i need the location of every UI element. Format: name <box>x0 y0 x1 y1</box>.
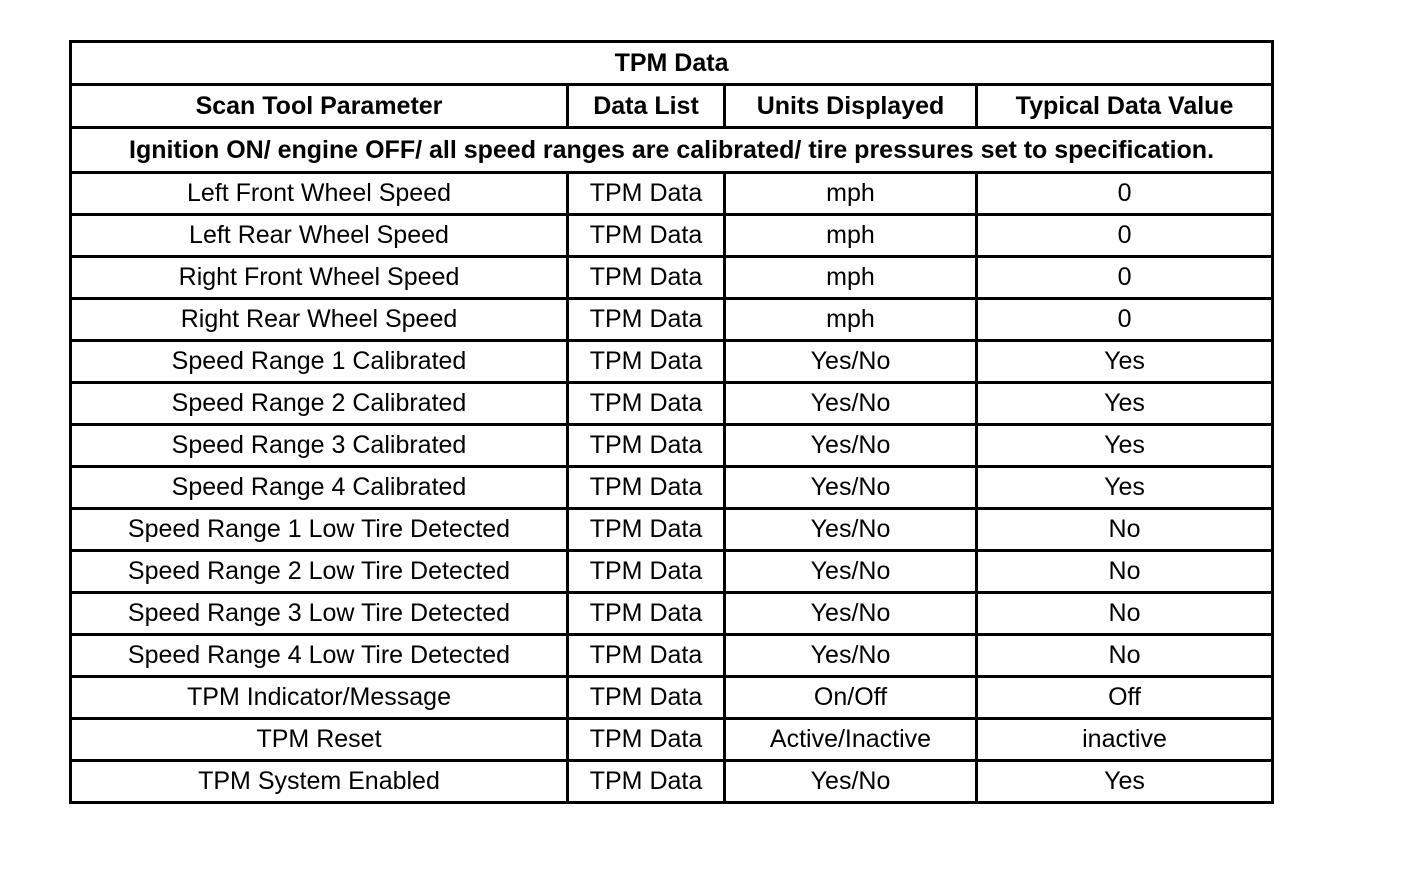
cell-scan-tool-parameter: Right Rear Wheel Speed <box>71 299 568 341</box>
cell-units-displayed: Yes/No <box>725 467 977 509</box>
header-data-list: Data List <box>568 85 725 128</box>
cell-typical-data-value: No <box>977 635 1273 677</box>
table-row <box>71 593 1273 635</box>
table-row <box>71 257 1273 299</box>
table-body <box>71 128 1273 803</box>
cell-units-displayed: mph <box>725 299 977 341</box>
cell-typical-data-value: Off <box>977 677 1273 719</box>
table-row <box>71 215 1273 257</box>
cell-data-list: TPM Data <box>568 677 725 719</box>
condition-row <box>71 128 1273 173</box>
cell-typical-data-value: Yes <box>977 467 1273 509</box>
cell-scan-tool-parameter: Speed Range 1 Calibrated <box>71 341 568 383</box>
cell-typical-data-value: Yes <box>977 341 1273 383</box>
condition-text: Ignition ON/ engine OFF/ all speed ranges are calibrated/ tire pressures set to specification. <box>71 128 1273 173</box>
cell-typical-data-value: 0 <box>977 299 1273 341</box>
cell-units-displayed: mph <box>725 173 977 215</box>
cell-typical-data-value: Yes <box>977 425 1273 467</box>
table-row <box>71 551 1273 593</box>
cell-typical-data-value: 0 <box>977 215 1273 257</box>
cell-data-list: TPM Data <box>568 299 725 341</box>
cell-typical-data-value: Yes <box>977 383 1273 425</box>
cell-data-list: TPM Data <box>568 509 725 551</box>
cell-typical-data-value: No <box>977 509 1273 551</box>
table-row <box>71 173 1273 215</box>
cell-data-list: TPM Data <box>568 341 725 383</box>
cell-data-list: TPM Data <box>568 215 725 257</box>
table-row <box>71 341 1273 383</box>
table-row <box>71 425 1273 467</box>
cell-scan-tool-parameter: Speed Range 3 Calibrated <box>71 425 568 467</box>
cell-scan-tool-parameter: TPM Indicator/Message <box>71 677 568 719</box>
cell-data-list: TPM Data <box>568 719 725 761</box>
cell-units-displayed: Yes/No <box>725 551 977 593</box>
cell-scan-tool-parameter: TPM Reset <box>71 719 568 761</box>
cell-scan-tool-parameter: Speed Range 4 Calibrated <box>71 467 568 509</box>
cell-data-list: TPM Data <box>568 467 725 509</box>
cell-scan-tool-parameter: Speed Range 2 Calibrated <box>71 383 568 425</box>
cell-units-displayed: Yes/No <box>725 425 977 467</box>
header-units-displayed: Units Displayed <box>725 85 977 128</box>
cell-units-displayed: mph <box>725 257 977 299</box>
cell-scan-tool-parameter: TPM System Enabled <box>71 761 568 803</box>
cell-typical-data-value: No <box>977 593 1273 635</box>
cell-units-displayed: Active/Inactive <box>725 719 977 761</box>
cell-data-list: TPM Data <box>568 635 725 677</box>
tpm-data-table <box>69 40 1274 804</box>
cell-scan-tool-parameter: Speed Range 3 Low Tire Detected <box>71 593 568 635</box>
cell-scan-tool-parameter: Left Front Wheel Speed <box>71 173 568 215</box>
cell-typical-data-value: 0 <box>977 257 1273 299</box>
cell-units-displayed: Yes/No <box>725 593 977 635</box>
table-header-row <box>71 85 1273 128</box>
cell-data-list: TPM Data <box>568 551 725 593</box>
table-row <box>71 761 1273 803</box>
cell-typical-data-value: No <box>977 551 1273 593</box>
cell-typical-data-value: inactive <box>977 719 1273 761</box>
table-row <box>71 467 1273 509</box>
cell-scan-tool-parameter: Speed Range 4 Low Tire Detected <box>71 635 568 677</box>
cell-scan-tool-parameter: Speed Range 2 Low Tire Detected <box>71 551 568 593</box>
cell-units-displayed: Yes/No <box>725 635 977 677</box>
table-row <box>71 635 1273 677</box>
table-title-row <box>71 42 1273 85</box>
cell-data-list: TPM Data <box>568 425 725 467</box>
table-row <box>71 509 1273 551</box>
cell-units-displayed: Yes/No <box>725 761 977 803</box>
table-title: TPM Data <box>71 42 1273 85</box>
cell-typical-data-value: 0 <box>977 173 1273 215</box>
cell-typical-data-value: Yes <box>977 761 1273 803</box>
table-row <box>71 719 1273 761</box>
cell-data-list: TPM Data <box>568 173 725 215</box>
cell-scan-tool-parameter: Right Front Wheel Speed <box>71 257 568 299</box>
cell-units-displayed: On/Off <box>725 677 977 719</box>
cell-scan-tool-parameter: Speed Range 1 Low Tire Detected <box>71 509 568 551</box>
cell-data-list: TPM Data <box>568 383 725 425</box>
cell-units-displayed: Yes/No <box>725 383 977 425</box>
cell-data-list: TPM Data <box>568 257 725 299</box>
header-typical-data-value: Typical Data Value <box>977 85 1273 128</box>
cell-scan-tool-parameter: Left Rear Wheel Speed <box>71 215 568 257</box>
cell-data-list: TPM Data <box>568 593 725 635</box>
table-row <box>71 677 1273 719</box>
cell-units-displayed: mph <box>725 215 977 257</box>
cell-units-displayed: Yes/No <box>725 341 977 383</box>
header-scan-tool-parameter: Scan Tool Parameter <box>71 85 568 128</box>
cell-data-list: TPM Data <box>568 761 725 803</box>
table-row <box>71 299 1273 341</box>
table-row <box>71 383 1273 425</box>
cell-units-displayed: Yes/No <box>725 509 977 551</box>
